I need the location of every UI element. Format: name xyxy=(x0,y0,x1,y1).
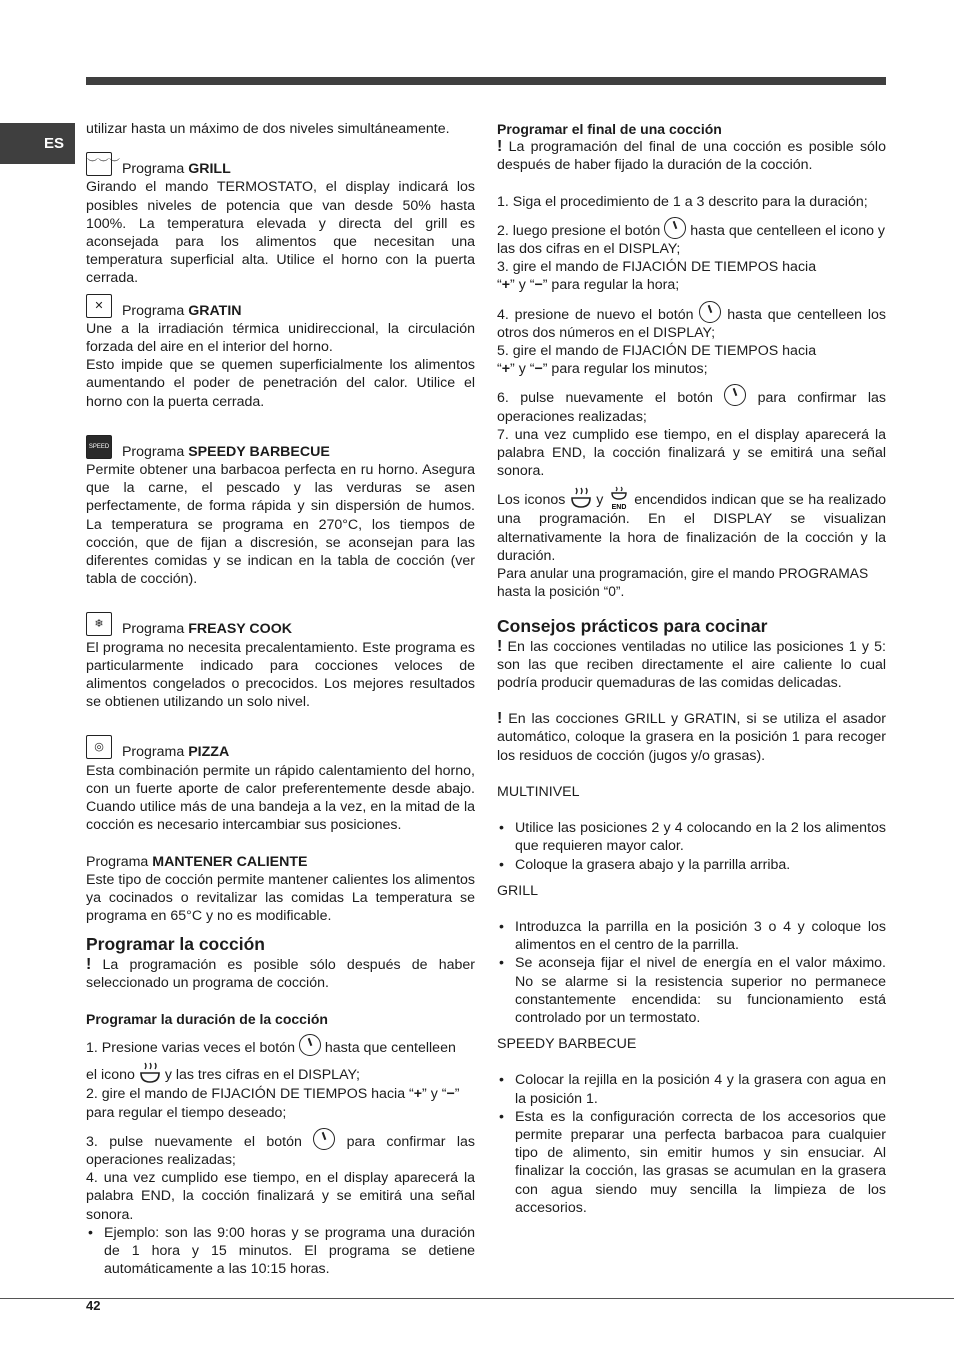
left-column xyxy=(86,120,475,1278)
speedy-text: Permite obtener una barbacoa perfecta en ru horno. Asegura que la carne, el pescado y las verduras se asen perfectamente, de forma rápida y sin dispersión de humos. La temperatura se programa en 270°C, los tiempos de cocción, que de fijan a discresión, se aconsejan para las diferentes comidas y se indican en la tabla de cocción (ver tabla de cocción). xyxy=(86,462,475,588)
tip-1: ! En las cocciones ventiladas no utilice las posiciones 1 y 5: son las que reciben directamente el aire caliente lo cual podría producir quemaduras de las comidas delicadas. xyxy=(497,637,886,692)
language-tab xyxy=(0,123,75,164)
freasy-text: El programa no necesita precalentamiento. Este programa es particularmente indicado para cocciones veloces de alimentos congelados o precocidos. Los mejores resultados se obtienen utilizando un solo nivel. xyxy=(86,639,475,711)
grill-list xyxy=(497,918,886,1027)
list-item: • Utilice las posiciones 2 y 4 colocando en la 2 los alimentos que requieren mayor calor. xyxy=(497,819,886,855)
end-subheading: Programar el final de una cocción xyxy=(497,121,722,137)
gratin-program-heading xyxy=(86,294,475,320)
pizza-text: Esta combinación permite un rápido calentamiento del horno, con un fuerte aporte de calor preferentemente desde abajo. Cuando utilice más de una bandeja a la vez, en la mitad de la cocción es necesario intercambiar sus posiciones. xyxy=(86,762,475,834)
duration-subheading: Programar la duración de la cocción xyxy=(86,1010,328,1027)
speedy-barbecue-icon: SPEED xyxy=(86,435,112,459)
multinivel-label: MULTINIVEL xyxy=(497,783,580,800)
clock-button-icon xyxy=(313,1128,335,1150)
multinivel-list xyxy=(497,819,886,874)
duration-step-1-cont: el icono y las tres cifras en el DISPLAY; xyxy=(86,1061,475,1085)
right-column xyxy=(497,120,886,1217)
duration-step-2: 2. gire el mando de FIJACIÓN DE TIEMPOS hacia “+” y “−” para regular el tiempo deseado; xyxy=(86,1086,460,1121)
clock-button-icon xyxy=(699,301,721,323)
clock-button-icon xyxy=(664,217,686,239)
pizza-name: PIZZA xyxy=(188,744,230,761)
warning-mark: ! xyxy=(497,138,503,156)
tip-2: ! En las cocciones GRILL y GRATIN, si se utiliza el asador automático, coloque la grasera en la posición 1 para recoger los residuos de cocción (jugos y/o grasas). xyxy=(497,710,886,764)
top-rule xyxy=(86,77,886,85)
duration-example-list xyxy=(86,1224,475,1279)
warning-mark: ! xyxy=(497,637,503,655)
grill-prefix: Programa xyxy=(121,161,185,178)
clock-button-icon xyxy=(724,384,746,406)
programming-title: Programar la cocción xyxy=(86,934,265,955)
end-note: ! La programación del final de una cocción es posible sólo después de haber fijado la duración de la cocción. xyxy=(497,138,886,174)
speedy-program-heading xyxy=(86,435,475,461)
cancel-text: Para anular una programación, gire el mando PROGRAMAS hasta la posición “0”. xyxy=(497,566,869,600)
icons-explanation: Los iconos y END encendidos indican que se ha realizado una programación. En el DISPLAY se visualizan alternativamente la hora de finalización de la cocción y la duración. xyxy=(497,486,886,565)
bottom-rule xyxy=(0,1298,954,1299)
clock-button-icon xyxy=(299,1034,321,1056)
keep-name: MANTENER CALIENTE xyxy=(152,853,308,870)
end-step-1: 1. Siga el procedimiento de 1 a 3 descrito para la duración; xyxy=(497,193,868,210)
end-step-5: 5. gire el mando de FIJACIÓN DE TIEMPOS hacia “+” y “−” para regular los minutos; xyxy=(497,343,817,378)
grill-name: GRILL xyxy=(188,161,231,178)
end-step-6: 6. pulse nuevamente el botón para confirmar las operaciones realizadas; xyxy=(497,384,886,425)
keep-warm-text: Este tipo de cocción permite mantener calientes los alimentos ya cocinados o revitalizar las comidas La temperatura se programa en 65°C y no es modificable. xyxy=(86,871,475,925)
duration-step-4: 4. una vez cumplido ese tiempo, en el display aparecerá la palabra END, la cocción finalizará y se emitirá una señal sonora. xyxy=(86,1170,475,1223)
language-label: ES xyxy=(44,135,65,152)
end-step-3: 3. gire el mando de FIJACIÓN DE TIEMPOS hacia “+” y “−” para regular la hora; xyxy=(497,259,817,294)
freasy-cook-icon: ❄ xyxy=(86,612,112,636)
end-pot-icon xyxy=(608,486,630,510)
gratin-name: GRATIN xyxy=(188,302,242,319)
list-item: • Colocar la rejilla en la posición 4 y la grasera con agua en la posición 1. xyxy=(497,1071,886,1107)
grill-icon: ︶︶︶ xyxy=(86,152,112,176)
speedy-label: SPEEDY BARBECUE xyxy=(497,1036,637,1053)
list-item: • Esta es la configuración correcta de los accesorios que permite preparar una perfecta barbacoa para cualquier tipo de alimento, sin emitir humos y sin ensuciar. Al finalizar la cocción, las grasas se acumulan en la grasera con agua siendo muy sencilla la limpieza de los accesorios. xyxy=(497,1108,886,1217)
keep-warm-program-heading xyxy=(86,853,475,871)
intro-text: utilizar hasta un máximo de dos niveles simultáneamente. xyxy=(86,121,450,137)
gratin-icon: ✕ xyxy=(86,294,112,318)
duration-step-1: 1. Presione varias veces el botón hasta que centelleen xyxy=(86,1034,475,1057)
gratin-text-2: Esto impide que se quemen superficialmente los alimentos aumentando el poder de penetración del calor. Utilice el horno con la puerta cerrada. xyxy=(86,357,475,410)
grill-program-heading xyxy=(86,152,475,178)
gratin-text-1: Une a la irradiación térmica unidireccional, la circulación forzada del aire en el interior del horno. xyxy=(86,320,475,356)
duration-pot-icon xyxy=(570,486,592,510)
grill-text: Girando el mando TERMOSTATO, el display indicará los posibles niveles de potencia que van desde 50% hasta 100%. La temperatura elevada y directa del grill es aconsejada para los alimentos que necesitan una temperatura superficial alta. Utilice el horno con la puerta cerrada. xyxy=(86,179,475,287)
list-item: • Se aconseja fijar el nivel de energía en el valor máximo. No se alarme si la resistencia superior no permanece constantemente encendida: su funcionamiento está controlado por un termostato. xyxy=(497,954,886,1027)
pizza-prefix: Programa xyxy=(121,744,185,761)
duration-pot-icon xyxy=(139,1061,161,1085)
list-item: • Introduzca la parrilla en la posición 3 o 4 y coloque los alimentos en el centro de la parrilla. xyxy=(497,918,886,954)
pizza-icon: ◎ xyxy=(86,735,112,759)
freasy-name: FREASY COOK xyxy=(188,621,292,638)
speedy-prefix: Programa xyxy=(121,443,185,460)
warning-mark: ! xyxy=(86,955,92,973)
duration-step-3: 3. pulse nuevamente el botón para confirmar las operaciones realizadas; xyxy=(86,1128,475,1169)
pizza-program-heading xyxy=(86,735,475,761)
end-step-4: 4. presione de nuevo el botón hasta que centelleen los otros dos números en el DISPLAY; xyxy=(497,301,886,342)
page-number: 42 xyxy=(86,1298,101,1313)
freasy-program-heading xyxy=(86,612,475,638)
freasy-prefix: Programa xyxy=(121,621,185,638)
keep-prefix: Programa xyxy=(86,853,149,870)
grill-label: GRILL xyxy=(497,882,539,899)
tips-title: Consejos prácticos para cocinar xyxy=(497,616,768,637)
speedy-name: SPEEDY BARBECUE xyxy=(188,443,330,460)
end-step-7: 7. una vez cumplido ese tiempo, en el display aparecerá la palabra END, la cocción finalizará y se emitirá una señal sonora. xyxy=(497,426,886,480)
programming-note: ! La programación es posible sólo después de haber seleccionado un programa de cocción. xyxy=(86,955,475,991)
svg-text:END: END xyxy=(611,504,627,511)
gratin-prefix: Programa xyxy=(121,302,185,319)
warning-mark: ! xyxy=(497,710,503,728)
end-step-2: 2. luego presione el botón hasta que centelleen el icono y las dos cifras en el DISPLAY; xyxy=(497,217,886,258)
list-item: • Coloque la grasera abajo y la parrilla arriba. xyxy=(497,856,886,874)
list-item: • Ejemplo: son las 9:00 horas y se programa una duración de 1 hora y 15 minutos. El programa se detiene automáticamente a las 10:15 horas. xyxy=(86,1224,475,1279)
speedy-list xyxy=(497,1071,886,1217)
